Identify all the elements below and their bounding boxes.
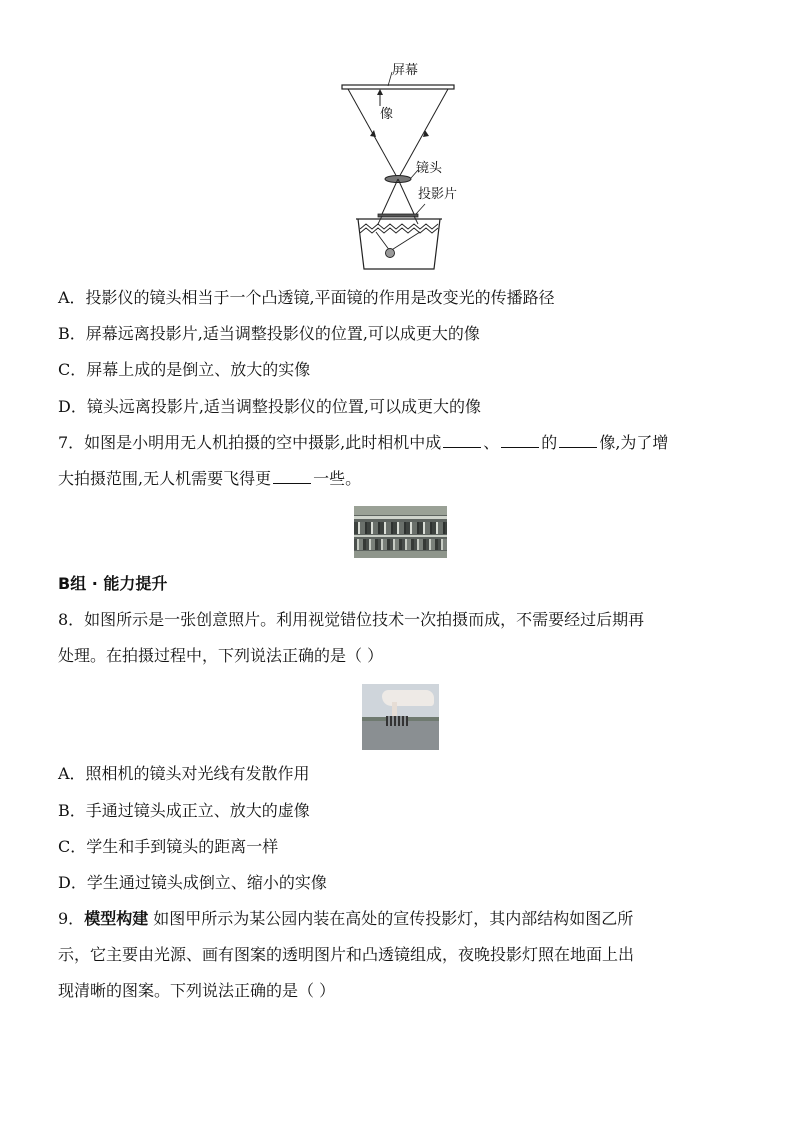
- section-b-heading: B组 · 能力提升: [58, 574, 168, 593]
- creative-photo: [362, 684, 439, 750]
- q7-blank-3: [559, 433, 597, 448]
- screen-label: 屏幕: [392, 63, 419, 78]
- q8-line-2: 处理。在拍摄过程中，下列说法正确的是（ ）: [58, 646, 384, 665]
- q8-option-b: B．手通过镜头成正立、放大的虚像: [58, 801, 310, 820]
- image-label: 像: [380, 107, 394, 122]
- q6-option-c: C．屏幕上成的是倒立、放大的实像: [58, 360, 311, 379]
- q7-text-part2: 的: [541, 433, 558, 452]
- q7-text-line2b: 一些。: [313, 469, 362, 488]
- aerial-photo: [354, 506, 447, 558]
- q8-line-1: 8．如图所示是一张创意照片。利用视觉错位技术一次拍摄而成，不需要经过后期再: [58, 610, 645, 629]
- q9-number: 9．: [58, 909, 85, 928]
- q9-line-3: 现清晰的图案。下列说法正确的是（ ）: [58, 981, 336, 1000]
- q9-line-2: 示，它主要由光源、画有图案的透明图片和凸透镜组成，夜晚投影灯照在地面上出: [58, 945, 635, 964]
- q7-line-2: [58, 469, 361, 489]
- q7-text-part1: 7．如图是小明用无人机拍摄的空中摄影,此时相机中成: [58, 433, 442, 452]
- q7-blank-2: [501, 433, 539, 448]
- q9-tag: 模型构建: [84, 909, 149, 928]
- q6-option-b: B．屏幕远离投影片,适当调整投影仪的位置,可以成更大的像: [58, 324, 480, 343]
- q7-blank-1: [443, 433, 481, 448]
- q8-option-d: D．学生通过镜头成倒立、缩小的实像: [58, 873, 327, 892]
- q8-option-a: A．照相机的镜头对光线有发散作用: [58, 764, 310, 783]
- q9-line1-rest: 如图甲所示为某公园内装在高处的宣传投影灯，其内部结构如图乙所: [148, 909, 634, 928]
- projector-diagram: [330, 58, 480, 276]
- q7-text-part3: 像,为了增: [599, 433, 669, 452]
- q7-line-1: [58, 433, 668, 453]
- q7-sep1: 、: [483, 433, 500, 452]
- q6-option-a: A．投影仪的镜头相当于一个凸透镜,平面镜的作用是改变光的传播路径: [58, 288, 555, 307]
- slide-label: 投影片: [418, 187, 458, 202]
- q6-option-d: D．镜头远离投影片,适当调整投影仪的位置,可以成更大的像: [58, 397, 482, 416]
- lens-label: 镜头: [416, 161, 443, 176]
- q8-option-c: C．学生和手到镜头的距离一样: [58, 837, 279, 856]
- projector-diagram-drawing: [330, 58, 480, 276]
- q7-text-line2a: 大拍摄范围,无人机需要飞得更: [58, 469, 272, 488]
- q7-blank-4: [273, 469, 311, 484]
- q9-line-1: [58, 909, 633, 929]
